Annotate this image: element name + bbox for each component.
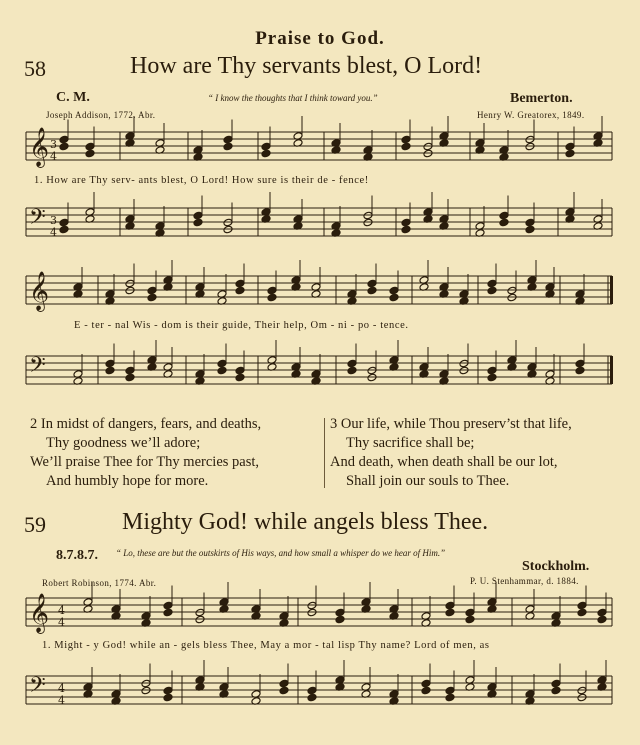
verse-line: And humbly hope for more. [46,473,209,489]
note-head [575,366,585,375]
note-head [347,366,357,375]
note-head [465,615,475,624]
note-head [465,608,475,617]
note-head [499,218,509,227]
note-head [267,293,277,302]
note-head [59,218,69,227]
note-head [525,225,535,234]
note-head [335,615,345,624]
section-title: Praise to God. [255,28,385,49]
note-head [577,601,587,610]
time-signature: 4 [58,604,65,617]
note-head [59,142,69,151]
note-head [163,608,173,617]
hymn-title: How are Thy servants blest, O Lord! [130,53,483,79]
bass-clef-icon: 𝄢 [29,673,46,703]
tune-name: Bemerton. [510,91,573,106]
note-head [163,693,173,702]
note-head [235,286,245,295]
note-head [223,135,233,144]
author-credit: Robert Robinson, 1774. Abr. [42,578,157,588]
note-head [217,366,227,375]
meter: C. M. [56,90,90,105]
composer-credit: P. U. Stenhammar, d. 1884. [470,576,579,586]
verse-line: Thy goodness we’ll adore; [46,435,201,451]
note-head [235,366,245,375]
note-head [307,693,317,702]
treble-clef-icon: 𝄞 [29,127,50,167]
note-head [261,142,271,151]
note-head [487,373,497,382]
note-head [85,149,95,158]
note-head [59,135,69,144]
verse-line: Thy sacrifice shall be; [346,435,475,451]
note-head [125,366,135,375]
note-head [389,286,399,295]
lyrics-line: 1. Might - y God! while an - gels bless Thee, May a mor - tal lisp Thy name? Lord of men, as [42,640,490,651]
time-signature: 3 [50,214,57,227]
lyrics-line: 1. How are Thy serv- ants blest, O Lord! How sure is their de - fence! [34,175,369,186]
time-signature: 4 [58,694,65,707]
note-head [235,373,245,382]
note-head [577,608,587,617]
epigraph: “ I know the thoughts that I think toward you.” [208,93,378,103]
note-head [401,225,411,234]
note-head [279,679,289,688]
note-head [551,686,561,695]
note-head [565,142,575,151]
final-barline [610,356,613,384]
note-head [217,359,227,368]
bass-clef-icon: 𝄢 [29,353,46,383]
note-head [105,359,115,368]
treble-clef-icon: 𝄞 [29,593,50,633]
note-head [335,608,345,617]
note-head [347,359,357,368]
note-head [487,279,497,288]
note-head [147,293,157,302]
note-head [575,359,585,368]
note-head [445,693,455,702]
note-head [445,601,455,610]
bass-clef-icon: 𝄢 [29,205,46,235]
note-head [597,615,607,624]
verse-line: And death, when death shall be our lot, [330,454,558,470]
note-head [445,608,455,617]
verse-line: 2 In midst of dangers, fears, and deaths, [30,416,262,432]
note-head [163,686,173,695]
note-head [85,142,95,151]
verse-line: 3 Our life, while Thou preserv’st that life, [330,416,572,432]
treble-clef-icon: 𝄞 [29,271,50,311]
note-head [163,601,173,610]
note-head [125,373,135,382]
note-head [401,135,411,144]
note-head [223,142,233,151]
hymn-title: Mighty God! while angels bless Thee. [122,509,489,535]
note-head [147,286,157,295]
note-head [597,608,607,617]
note-head [499,211,509,220]
note-head [59,225,69,234]
time-signature: 4 [50,150,57,163]
time-signature: 4 [50,226,57,239]
note-head [565,149,575,158]
composer-credit: Henry W. Greatorex, 1849. [477,110,585,120]
time-signature: 3 [50,138,57,151]
note-head [367,286,377,295]
note-head [279,686,289,695]
note-head [367,279,377,288]
note-head [307,686,317,695]
note-head [389,293,399,302]
lyrics-line: E - ter - nal Wis - dom is their guide, Their help, Om - ni - po - tence. [74,320,409,331]
epigraph: “ Lo, these are but the outskirts of His ways, and how small a whisper do we hear of Him.” [116,548,446,558]
note-head [525,218,535,227]
note-head [401,142,411,151]
note-head [421,679,431,688]
verse-line: We’ll praise Thee for Thy mercies past, [30,454,260,470]
note-head [235,279,245,288]
verse-line: Shall join our souls to Thee. [346,473,510,489]
note-head [193,218,203,227]
note-head [193,211,203,220]
tune-name: Stockholm. [522,559,590,574]
note-head [401,218,411,227]
author-credit: Joseph Addison, 1772. Abr. [46,110,156,120]
final-barline [610,276,613,304]
meter: 8.7.8.7. [56,548,98,563]
note-head [551,679,561,688]
hymn-number: 59 [24,512,46,537]
note-head [487,366,497,375]
note-head [445,686,455,695]
note-head [267,286,277,295]
hymn-number: 58 [24,56,46,81]
time-signature: 4 [58,616,65,629]
note-head [421,686,431,695]
note-head [487,286,497,295]
note-head [105,366,115,375]
note-head [261,149,271,158]
time-signature: 4 [58,682,65,695]
